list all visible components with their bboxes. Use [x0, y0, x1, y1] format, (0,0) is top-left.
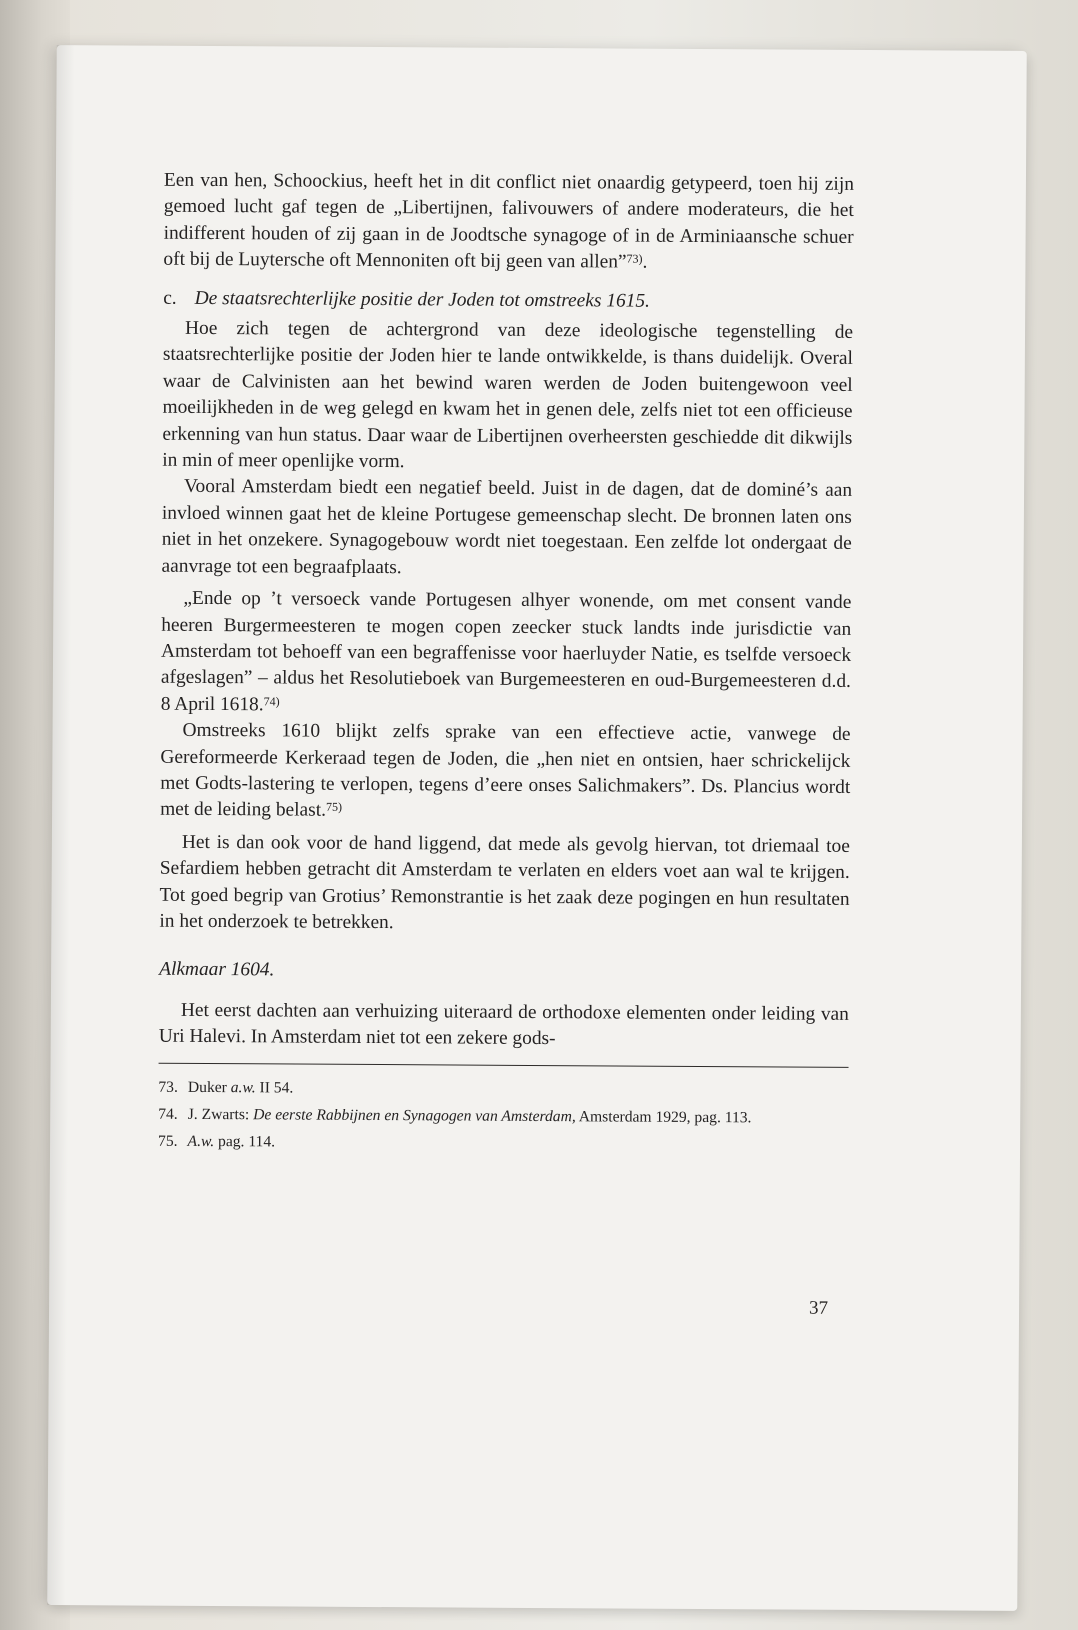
paragraph-sefardiem: Het is dan ook voor de hand liggend, dat mede als gevolg hiervan, tot driemaal toe Sefardiem hebben getracht dit Amsterdam te verlaten en elders voet aan wal te krijgen. Tot goed begrip van Grotius’ Remonstrantie is het zaak deze pogingen en hun resultaten in het onderzoek te betrekken. [159, 831, 850, 934]
paragraph-amsterdam: Vooral Amsterdam biedt een negatief beeld. Juist in de dagen, dat de dominé’s aan invloed winnen gaat het de kleine Portugese gemeenschap slecht. De bronnen laten ons niet in het onzekere. Synagogebouw wordt niet toegestaan. Een zelfde lot ondergaat de aanvrage tot een begraafplaats. [161, 476, 853, 578]
section-heading [163, 285, 853, 316]
footnote-number: 74. [158, 1105, 178, 1123]
paragraph-text: „Ende op ’t versoeck vande Portugesen alhyer wonende, om met consent vande heeren Burgermeesteren te mogen copen zeecker stuck landts inde jurisdictie van Amsterdam tot behoeff van een begraffenisse voor haerluyder Natie, es tselfde versoeck afgeslagen” – aldus het Resolutieboek van Burgemeesteren en oud-Burgemeesteren d.d. 8 April 1618. [160, 587, 852, 716]
footnote-text: II 54. [255, 1078, 294, 1097]
footnote-number: 73. [158, 1078, 178, 1096]
section-letter: c. [163, 287, 177, 309]
footnote-italic: A.w. [187, 1132, 215, 1150]
footnote-text: pag. 114. [214, 1132, 276, 1150]
section-title: De staatsrechterlijke positie der Joden tot omstreeks 1615. [194, 287, 650, 312]
footnote-text: Amsterdam 1929, pag. 113. [575, 1107, 752, 1126]
book-page [47, 45, 1027, 1611]
page-number: 37 [809, 1297, 829, 1319]
paragraph-end: . [642, 251, 648, 273]
footnote-text: Duker [187, 1078, 231, 1096]
paragraph-text: Omstreeks 1610 blijkt zelfs sprake van een effectieve actie, vanwege de Gereformeerde Kerkeraad tegen de Joden, die „hen niet en ontsien, haer schrickelijck met Godts-lastering te verlopen, tegens d’eere onses Salichmakers”. Ds. Plancius wordt met de leiding belast. [160, 719, 851, 822]
paragraph-quote-resolutieboek [161, 586, 852, 722]
footnote-italic: De eerste Rabbijnen en Synagogen van Amsterdam, [253, 1105, 576, 1125]
footnote-italic: a.w. [230, 1078, 256, 1096]
footnote-divider [159, 1062, 849, 1067]
paragraph-verhuizing: Het eerst dachten aan verhuizing uiteraard de orthodoxe elementen onder leiding van Uri Halevi. In Amsterdam niet tot een zekere gods- [158, 999, 849, 1050]
footnote [158, 1102, 848, 1129]
footnote-ref-73: 73) [626, 251, 643, 266]
page-body [158, 168, 854, 1161]
footnote [158, 1075, 848, 1102]
paragraph-text: Een van hen, Schoockius, heeft het in dit conflict niet onaardig getypeerd, toen hij zijn gemoed lucht gaf tegen de „Libertijnen, falivouwers of andere moderateurs, die het indifferent houden of zij gaan in de Joodtsche synagoge of in de Arminiaansche schuer oft bij de Luytersche oft Mennoniten oft bij geen van allen” [163, 169, 855, 273]
subsection-heading: Alkmaar 1604. [159, 959, 275, 981]
footnotes [158, 1075, 848, 1156]
paragraph-omstreeks-1610 [160, 718, 851, 828]
footnote [158, 1129, 848, 1156]
footnote-ref-75: 75) [325, 800, 343, 815]
paragraph-achtergrond: Hoe zich tegen de achtergrond van deze ideologische tegenstelling de staatsrechterlijke positie der Joden hier te lande ontwikkelde, is thans duidelijk. Overal waar de Calvinisten aan het bewind waren werden de Joden buitengewoon veel moeilijkheden in de weg gelegd en kwam het in genen dele, zelfs niet tot een officieuse erkenning van hun status. Daar waar de Libertijnen overheersten geschiedde dit dikwijls in min of meer openlijke vorm. [162, 317, 854, 473]
footnote-number: 75. [158, 1132, 178, 1150]
paragraph-schoockius [163, 168, 854, 278]
footnote-text: J. Zwarts: [187, 1105, 254, 1123]
footnote-ref-74: 74) [263, 694, 280, 709]
